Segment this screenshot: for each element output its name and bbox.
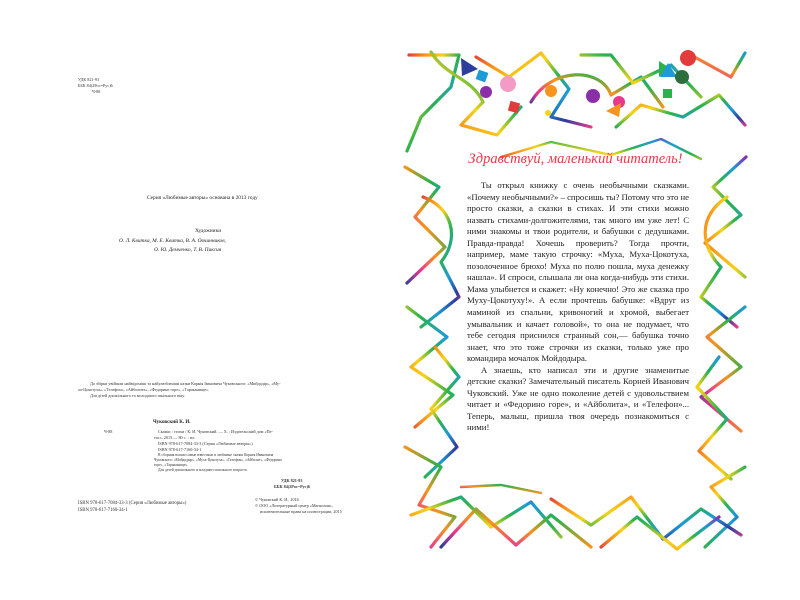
ukr-annotation-line-1: До збірки увійшли найвідоміші та найулюбленіші казки Корнія Івановича Чуковського: «Мийдодір», «Му-: [90, 381, 281, 386]
copyright-publisher: © ООО «Литературный центр «Магнолия»,: [255, 503, 333, 508]
series-note: Серия «Любимые авторы» основана в 2013 году: [147, 195, 258, 201]
ukr-annotation-line-3: Для дітей дошкільного та молодшого шкільного віку.: [90, 393, 186, 398]
cip-code: Ч-88: [104, 429, 113, 434]
isbn-book: ISBN 978-617-7160-34-1: [78, 508, 128, 513]
cip-line-8: Для детей дошкольного и младшего школьного возраста.: [158, 468, 248, 472]
illustrators-heading: Художники: [195, 228, 222, 234]
foreword-paragraph-1: Ты открыл книжку с очень необычными сказками. «Почему необычными?» – спросишь ты? Потому что это не просто сказки, а сказки в стихах. И эти стихи можно назвать стихами-долгожителями, так много им уже лет! С ними знакомы и твои родители, и бабушки с дедушками. Правда-правда! Хочешь проверить? Тогда прочти, например, маме такую строчку: «Муха, Муха-Цокотуха, позолоченное брюхо! Муха по полю пошла, муха денежку нашла». И спроси, слышала ли она когда-нибудь эти стихи. Мама улыбнется и скажет: «Ну конечно! Это же сказка про Муху-Цокотуху!». А если прочтешь бабушке: «Вдруг из маминой из спальни, кривоногий и хромой, выбегает умывальник и качает головой», то она не подумает, что тебе сегодня приснился странный сон,— бабушка точно знает, что это тоже строчки из сказки, только уже про командира мочалок Мойдодыра.: [467, 180, 689, 364]
author-heading: Чуковский К. И.: [153, 420, 191, 425]
ukr-annotation-line-2: ха-Цокотуха», «Телефон», «Айболить», «Федорине горе», «Тараканище».: [78, 387, 210, 392]
cip-line-2: тас», 2015.— 80 с. : ил.: [154, 435, 196, 440]
foreword-text: [467, 180, 689, 434]
cip-line-6: Чуковского: «Мойдодыр», «Муха-Цокотуха», «Телефон», «Айболит», «Федорино: [154, 458, 282, 462]
illustrators-line-1: О. Л. Квитка, М. Е. Квитка, В. А. Овчинников,: [119, 238, 226, 244]
cip-line-7: горе», «Тараканище».: [154, 463, 189, 467]
right-page-foreword: [401, 47, 750, 553]
bbk-code-top: ББК 84(2Рос=Рус)6: [78, 83, 113, 88]
decorative-shapes: [461, 50, 696, 117]
illustrators-line-2: О. Ю. Демченко, Т. В. Пиксия: [154, 247, 222, 253]
udc-code-top: УДК 821-93: [78, 77, 100, 82]
cip-line-5: В сборник вошли самые известные и любимые сказки Корнея Ивановича: [158, 453, 274, 457]
bbk-code-bottom: ББК 84(2Рос=Рус)6: [274, 484, 310, 489]
copyright-illustrations: исключительные права на иллюстрации, 2015: [260, 509, 342, 514]
cip-line-1: Сказки : стихи / К. И. Чуковский. — Х. : Издательский дом «Пе-: [158, 429, 273, 434]
foreword-paragraph-2: А знаешь, кто написал эти и другие знаменитые детские сказки? Замечательный писатель Корней Иванович Чуковский. Уже не одно поколение детей с удовольствием читает и «Федорино горе», и «Айболита», и «Телефон»... Теперь, малыш, пришла твоя очередь познакомиться с ними!: [467, 364, 689, 433]
cip-line-3: ISBN 978-617-7084-33-3 (Серия «Любимые авторы»): [158, 441, 253, 446]
udc-code-bottom: УДК 821-93: [281, 478, 303, 483]
copyright-author: © Чуковский К. И., 2016: [255, 497, 299, 502]
left-page-imprint: [48, 47, 400, 553]
greeting-heading: Здравствуй, маленький читатель!: [468, 151, 683, 167]
cip-line-4: ISBN 978-617-7160-34-1: [158, 447, 202, 452]
author-sign-top: Ч-88: [92, 89, 101, 94]
isbn-series: ISBN 978-617-7084-33-3 (Серия «Любимые авторы»): [78, 501, 187, 506]
